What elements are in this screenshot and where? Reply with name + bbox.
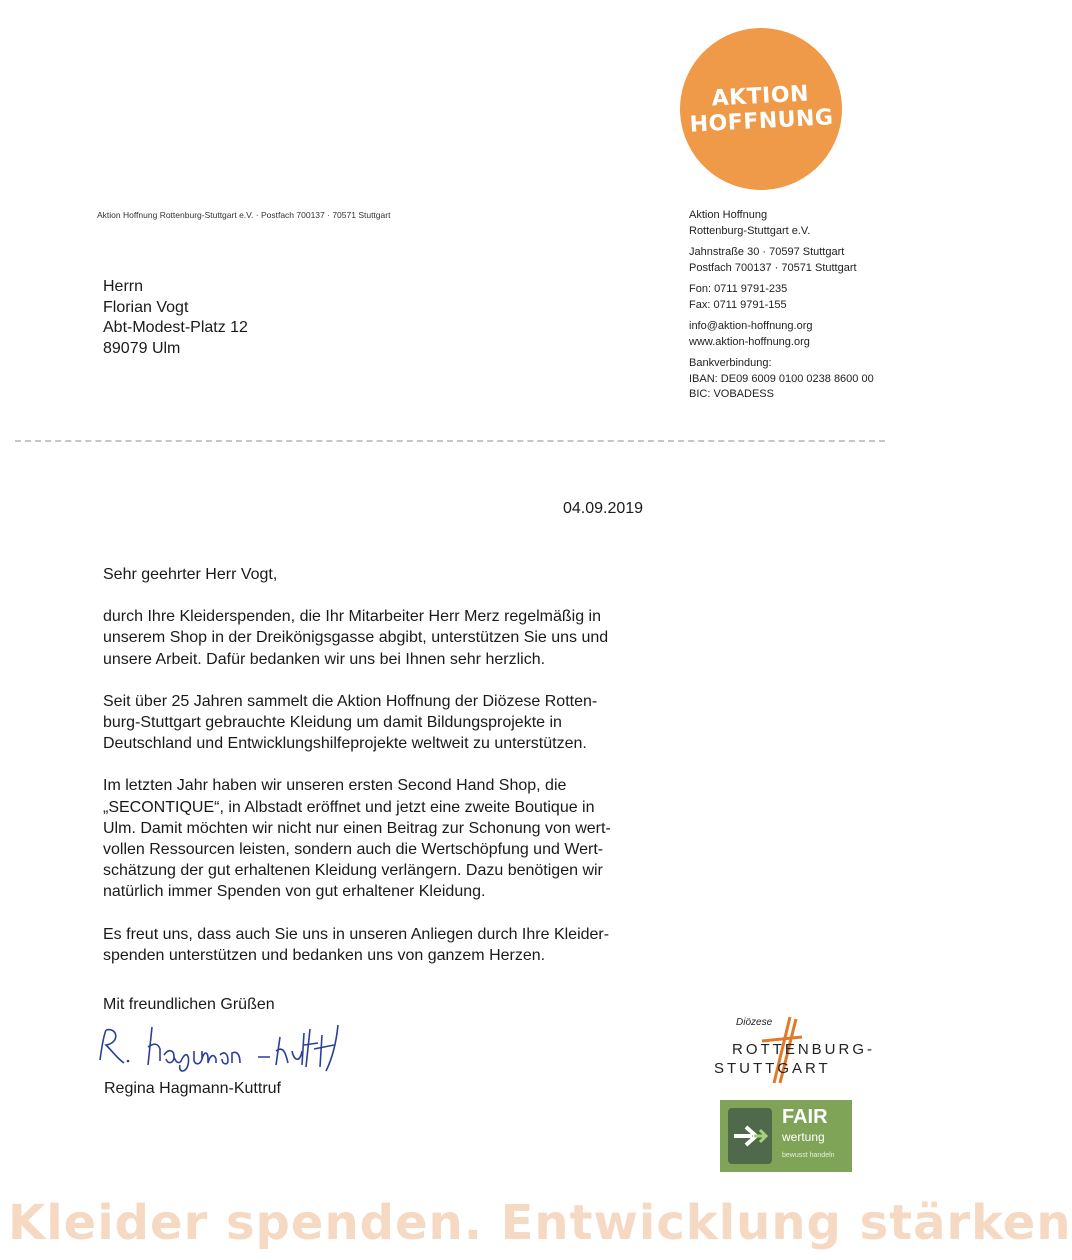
org-fax: Fax: 0711 9791-155 (689, 298, 787, 311)
fair-tagline: bewusst handeln (782, 1152, 835, 1159)
diozese-label: Diözese (736, 1017, 773, 1028)
recipient-address (103, 277, 248, 359)
fold-divider (15, 440, 885, 442)
org-name2: Rottenburg-Stuttgart e.V. (689, 224, 811, 237)
fairwertung-logo (720, 1100, 852, 1172)
aktion-hoffnung-logo (676, 24, 846, 194)
recipient-salutation: Herrn (103, 278, 144, 295)
org-web: www.aktion-hoffnung.org (689, 335, 810, 348)
org-name1: Aktion Hoffnung (689, 209, 768, 221)
recipient-city: 89079 Ulm (103, 339, 181, 357)
recipient-name: Florian Vogt (103, 298, 189, 316)
fair-subtitle: wertung (782, 1130, 825, 1144)
org-postbox: Postfach 700137 · 70571 Stuttgart (689, 261, 857, 274)
fair-title: FAIR (782, 1106, 828, 1128)
org-street: Jahnstraße 30 · 70597 Stuttgart (689, 246, 845, 258)
footer-slogan: Kleider spenden. Entwicklung stärken (8, 1195, 1072, 1251)
handwritten-signature (90, 1015, 410, 1075)
letter-date: 04.09.2019 (563, 500, 644, 517)
paragraph-2: Seit über 25 Jahren sammelt die Aktion Hoffnung der Diözese Rotten- burg-Stuttgart gebrauchte Kleidung um damit Bildungsprojekte in Deutschland und Entwicklungshilfeprojekte weltweit zu unterstützen. (103, 692, 598, 753)
sender-return-address: Aktion Hoffnung Rottenburg-Stuttgart e.V. · Postfach 700137 · 70571 Stuttgart (97, 210, 391, 220)
paragraph-3: Im letzten Jahr haben wir unseren ersten Second Hand Shop, die „SECONTIQUE“, in Albstadt eröffnet und jetzt eine zweite Boutique in Ulm. Damit möchten wir nicht nur einen Beitrag zur Schonung von wert- vollen Ressourcen leisten, sondern auch die Wertschöpfung und Wert- schätzung der gut erhaltenen Kleidung verlängern. Dazu benötigen wir natürlich immer Spenden von gut erhaltener Kleidung. (103, 777, 611, 901)
logo-line1: AKTION (711, 81, 810, 112)
recipient-street: Abt-Modest-Platz 12 (103, 319, 248, 336)
org-bic: BIC: VOBADESS (689, 388, 774, 400)
org-iban: IBAN: DE09 6009 0100 0238 8600 00 (689, 372, 874, 385)
diozese-line1: ROTTENBURG- (732, 1041, 875, 1058)
paragraph-4: Es freut uns, dass auch Sie uns in unseren Anliegen durch Ihre Kleider- spenden unterstützen und bedanken uns von ganzem Herzen. (103, 925, 610, 964)
arrow-icon (732, 1121, 768, 1151)
closing-phrase: Mit freundlichen Grüßen (103, 996, 275, 1013)
fair-arrow-box (728, 1108, 772, 1164)
greeting: Sehr geehrter Herr Vogt, (103, 566, 278, 583)
paragraph-1: durch Ihre Kleiderspenden, die Ihr Mitarbeiter Herr Merz regelmäßig in unserem Shop in der Dreikönigsgasse abgibt, unterstützen Sie uns und unsere Arbeit. Dafür bedanken wir uns bei Ihnen sehr herzlich. (103, 608, 609, 668)
dioezese-rottenburg-stuttgart-logo (712, 1015, 875, 1085)
org-phone: Fon: 0711 9791-235 (689, 283, 788, 295)
letter-body (103, 564, 683, 987)
organization-info (689, 208, 874, 403)
signer-name: Regina Hagmann-Kuttruf (104, 1080, 281, 1097)
org-bank-label: Bankverbindung: (689, 357, 772, 369)
logo-line2: HOFFNUNG (689, 105, 835, 138)
org-email: info@aktion-hoffnung.org (689, 320, 813, 332)
diozese-line2: STUTTGART (714, 1060, 831, 1077)
